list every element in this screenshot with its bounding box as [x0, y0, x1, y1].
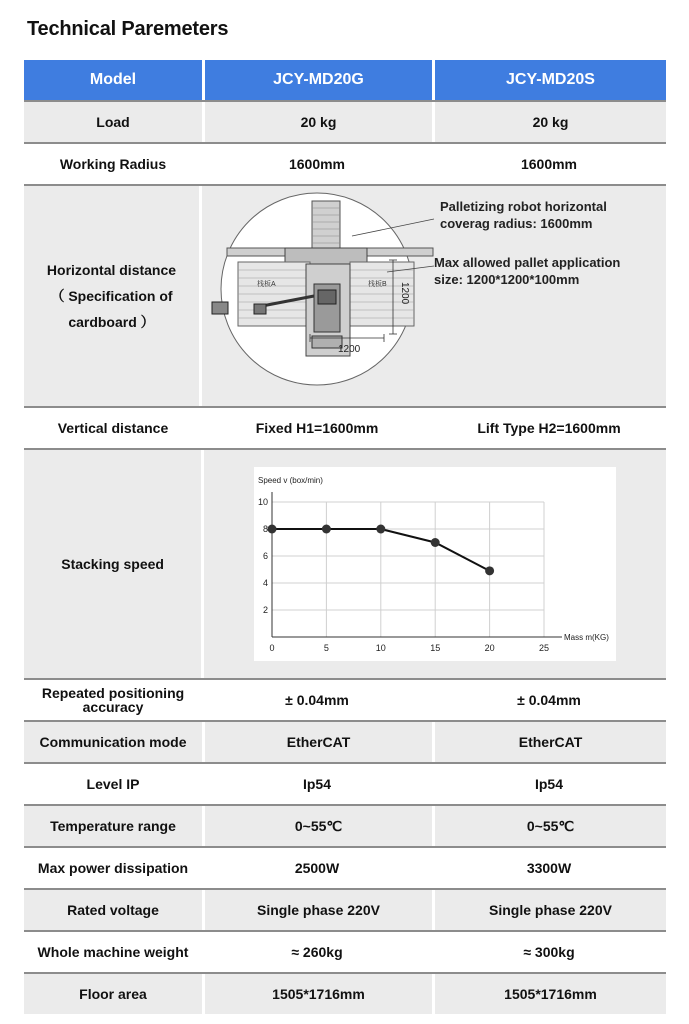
x-tick-label: 5 — [323, 643, 329, 653]
x-tick-label: 15 — [430, 643, 441, 653]
y-tick-label: 4 — [263, 578, 269, 588]
page-title: Technical Paremeters — [27, 18, 229, 40]
row-label: Rated voltage — [24, 890, 202, 930]
row-value-s: 1600mm — [520, 156, 578, 172]
label-line: Horizontal distance — [46, 262, 177, 278]
table-row-rated-voltage — [24, 890, 666, 932]
table-row-load — [24, 102, 666, 144]
row-label: Temperature range — [24, 806, 202, 846]
y-axis-label: Speed v (box/min) — [258, 476, 323, 485]
row-value-s: 3300W — [526, 860, 572, 876]
header-model: Model — [24, 60, 202, 100]
dim-height-label: 1200 — [399, 282, 410, 305]
table-row-repeated-positioning — [24, 680, 666, 722]
table-row-working-radius — [24, 144, 666, 186]
table-row-temperature-range — [24, 806, 666, 848]
annotation-radius — [440, 198, 660, 232]
row-value-g: EtherCAT — [202, 722, 432, 762]
y-tick-label: 8 — [263, 524, 269, 534]
table-row-machine-weight — [24, 932, 666, 974]
row-label: Working Radius — [59, 156, 167, 172]
row-value-s: 0~55℃ — [432, 806, 666, 846]
conveyor — [312, 201, 340, 253]
speed-data-point — [431, 538, 440, 547]
x-tick-label: 0 — [269, 643, 275, 653]
pallet-b-label: 栈板B — [368, 281, 387, 288]
row-value-g: 1600mm — [288, 156, 346, 172]
row-label: Vertical distance — [57, 420, 169, 436]
label-line: Repeated positioning — [41, 685, 185, 701]
row-value-s: Ip54 — [534, 776, 563, 792]
x-tick-label: 20 — [484, 643, 495, 653]
table-row-floor-area — [24, 974, 666, 1014]
row-label — [24, 186, 199, 406]
layout-diagram — [202, 186, 666, 406]
row-value-g: Ip54 — [302, 776, 331, 792]
row-label: Load — [24, 102, 202, 142]
y-tick-label: 6 — [263, 551, 269, 561]
gripper — [212, 302, 228, 314]
row-label: Floor area — [24, 974, 202, 1014]
robot-joint — [318, 290, 336, 304]
row-value-s: Single phase 220V — [432, 890, 666, 930]
row-value-s: 20 kg — [432, 102, 666, 142]
row-value-s: ≈ 300kg — [523, 944, 575, 960]
y-tick-label: 2 — [263, 605, 269, 615]
speed-data-point — [322, 525, 331, 534]
table-row-level-ip — [24, 764, 666, 806]
header-model-s: JCY-MD20S — [432, 60, 666, 100]
row-value-s: Lift Type H2=1600mm — [477, 420, 621, 436]
table-row-vertical-distance — [24, 408, 666, 450]
header-model-g: JCY-MD20G — [202, 60, 432, 100]
row-value-s: EtherCAT — [432, 722, 666, 762]
row-label: Level IP — [86, 776, 140, 792]
row-label: Max power dissipation — [37, 860, 189, 876]
row-label: Communication mode — [24, 722, 202, 762]
dim-width-label: 1200 — [338, 344, 361, 355]
table-row-communication-mode — [24, 722, 666, 764]
table-row-horizontal-distance — [24, 186, 666, 408]
pallet-a-label: 栈板A — [257, 281, 276, 288]
speed-data-point — [268, 525, 277, 534]
table-row-max-power — [24, 848, 666, 890]
row-value-g: ≈ 260kg — [291, 944, 343, 960]
x-tick-label: 25 — [539, 643, 550, 653]
annotation-pallet — [434, 254, 664, 288]
gripper-head — [254, 304, 266, 314]
row-value-s: ± 0.04mm — [517, 692, 581, 708]
speed-chart — [254, 467, 616, 661]
row-label: Stacking speed — [24, 450, 201, 678]
speed-chart-svg — [254, 467, 616, 661]
table-header-row — [24, 60, 666, 102]
y-tick-label: 10 — [258, 497, 269, 507]
row-value-s: 1505*1716mm — [432, 974, 666, 1014]
row-value-g: Fixed H1=1600mm — [255, 420, 379, 436]
annotation-pallet-line: Max allowed pallet application size: 1200*1200*100mm — [434, 255, 621, 287]
spec-table — [24, 60, 666, 1014]
row-value-g: 2500W — [294, 860, 340, 876]
x-tick-label: 10 — [375, 643, 386, 653]
row-value-g: 20 kg — [202, 102, 432, 142]
row-value-g: 0~55℃ — [202, 806, 432, 846]
speed-chart-cell — [201, 450, 666, 678]
row-value-g: ± 0.04mm — [285, 692, 349, 708]
x-axis-label: Mass m(KG) — [564, 633, 609, 642]
table-row-stacking-speed — [24, 450, 666, 680]
row-label: Whole machine weight — [37, 944, 189, 960]
annotation-radius-line: Palletizing robot horizontal coverag radius: 1600mm — [440, 199, 607, 231]
speed-data-point — [376, 525, 385, 534]
row-value-g: Single phase 220V — [202, 890, 432, 930]
label-line: （ Specification of — [50, 288, 173, 304]
speed-data-point — [485, 566, 494, 575]
row-label — [24, 680, 202, 720]
layout-diagram-cell — [199, 186, 666, 406]
label-line: cardboard ） — [68, 314, 155, 330]
row-value-g: 1505*1716mm — [202, 974, 432, 1014]
label-line: accuracy — [82, 699, 144, 715]
